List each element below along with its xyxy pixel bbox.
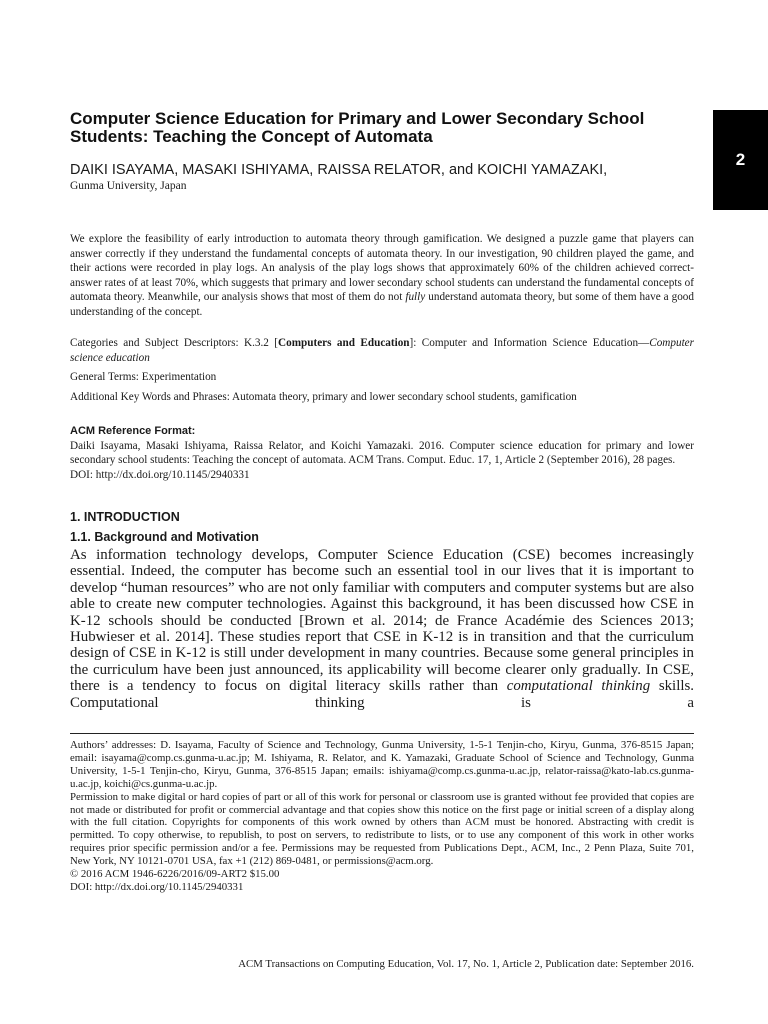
- introduction-paragraph: [70, 547, 694, 711]
- categories-bold: Computers and Education: [278, 337, 410, 349]
- abstract-end: understand automata theory, but some of them have a good understanding of the concept.: [70, 291, 694, 318]
- subject-categories: [70, 336, 694, 365]
- body-end: skills. Computational thinking is a: [70, 678, 694, 711]
- chapter-tab: [713, 110, 768, 210]
- categories-prefix: Categories and Subject Descriptors: K.3.2 [: [70, 337, 279, 349]
- reference-doi: DOI: http://dx.doi.org/10.1145/2940331: [70, 468, 250, 481]
- keywords: Additional Key Words and Phrases: Automata theory, primary and lower secondary school students, gamification: [70, 391, 577, 403]
- footnote-divider: [70, 733, 694, 734]
- reference-format: [70, 424, 694, 482]
- running-footer: ACM Transactions on Computing Education, Vol. 17, No. 1, Article 2, Publication date: September 2016.: [238, 958, 694, 970]
- paper-title: Computer Science Education for Primary and Lower Secondary School Students: Teaching the Concept of Automata: [70, 109, 645, 146]
- author-addresses: Authors’ addresses: D. Isayama, Faculty of Science and Technology, Gunma University, 1-5-1 Tenjin-cho, Kiryu, Gunma, 376-8515 Japan; email: isayama@comp.cs.gunma-u.ac.jp; M. Ishiyama, R. Relator, and K. Yamazaki, Graduate School of Science and Technology, Gunma University, 1-5-1 Tenjin-cho, Kiryu, Gunma, 376-8515 Japan; emails: ishiyama@comp.cs.gunma-u.ac.jp, relator-raissa@kato-lab.cs.gunma-u.ac.jp, koichi@cs.gunma-u.ac.jp.: [70, 739, 694, 790]
- author-list: DAIKI ISAYAMA, MASAKI ISHIYAMA, RAISSA RELATOR, and KOICHI YAMAZAKI,: [70, 162, 608, 178]
- abstract: [70, 232, 694, 319]
- copyright-line: © 2016 ACM 1946-6226/2016/09-ART2 $15.00: [70, 868, 280, 881]
- categories-italic: Computer science education: [70, 337, 694, 364]
- body-main: As information technology develops, Computer Science Education (CSE) becomes increasingly essential. Indeed, the computer has become such an essential tool in our lives that it is important to develop “human resources” who are not only familiar with computers and computer systems but are also able to create new computer technologies. Against this background, it has been discussed how CSE in K-12 schools should be conducted [Brown et al. 2014; de France Académie des Sciences 2013; Hubwieser et al. 2014]. These studies report that CSE in K-12 is in transition and that the curriculum design of CSE in K-12 is still under development in many countries. Because some general principles in the curriculum have been just announced, its applicability will become clearer only gradually. In CSE, there is a tendency to focus on digital literacy skills rather than: [70, 547, 694, 695]
- footnote-doi: DOI: http://dx.doi.org/10.1145/2940331: [70, 880, 244, 893]
- chapter-number: 2: [735, 150, 746, 169]
- abstract-main: We explore the feasibility of early introduction to automata theory through gamification. We designed a puzzle game that players can answer correctly if they understand the fundamental concepts of automata theory. In our investigation, 90 children played the game, and their actions were recorded in play logs. An analysis of the play logs shows that approximately 60% of the children achieved correct-answer rates of at least 70%, which suggests that primary and lower secondary school students can understand the fundamental concepts of automata theory. Meanwhile, our analysis shows that most of them do not: [70, 233, 694, 303]
- categories-middle: ]: Computer and Information Science Education—: [409, 337, 650, 349]
- section-heading: 1. INTRODUCTION: [70, 510, 180, 524]
- body-emphasis: computational thinking: [506, 678, 651, 695]
- subsection-heading: 1.1. Background and Motivation: [70, 530, 259, 544]
- paper-page: [70, 0, 694, 1024]
- reference-heading: ACM Reference Format:: [70, 425, 196, 437]
- abstract-emphasis: fully: [405, 291, 426, 303]
- affiliation: Gunma University, Japan: [70, 180, 187, 192]
- permission-notice: Permission to make digital or hard copies of part or all of this work for personal or classroom use is granted without fee provided that copies are not made or distributed for profit or commercial advantage and that copies show this notice on the first page or initial screen of a display along with the full citation. Copyrights for components of this work owned by others than ACM must be honored. Abstracting with credit is permitted. To copy otherwise, to republish, to post on servers, to redistribute to lists, or to use any component of this work in other works requires prior specific permission and/or a fee. Permissions may be requested from Publications Dept., ACM, Inc., 2 Penn Plaza, Suite 701, New York, NY 10121-0701 USA, fax +1 (212) 869-0481, or permissions@acm.org.: [70, 790, 694, 868]
- footnote: [70, 739, 694, 894]
- reference-text: Daiki Isayama, Masaki Ishiyama, Raissa Relator, and Koichi Yamazaki. 2016. Computer science education for primary and lower secondary school students: Teaching the concept of automata. ACM Trans. Comput. Educ. 17, 1, Article 2 (September 2016), 28 pages.: [70, 439, 694, 466]
- general-terms: General Terms: Experimentation: [70, 371, 217, 383]
